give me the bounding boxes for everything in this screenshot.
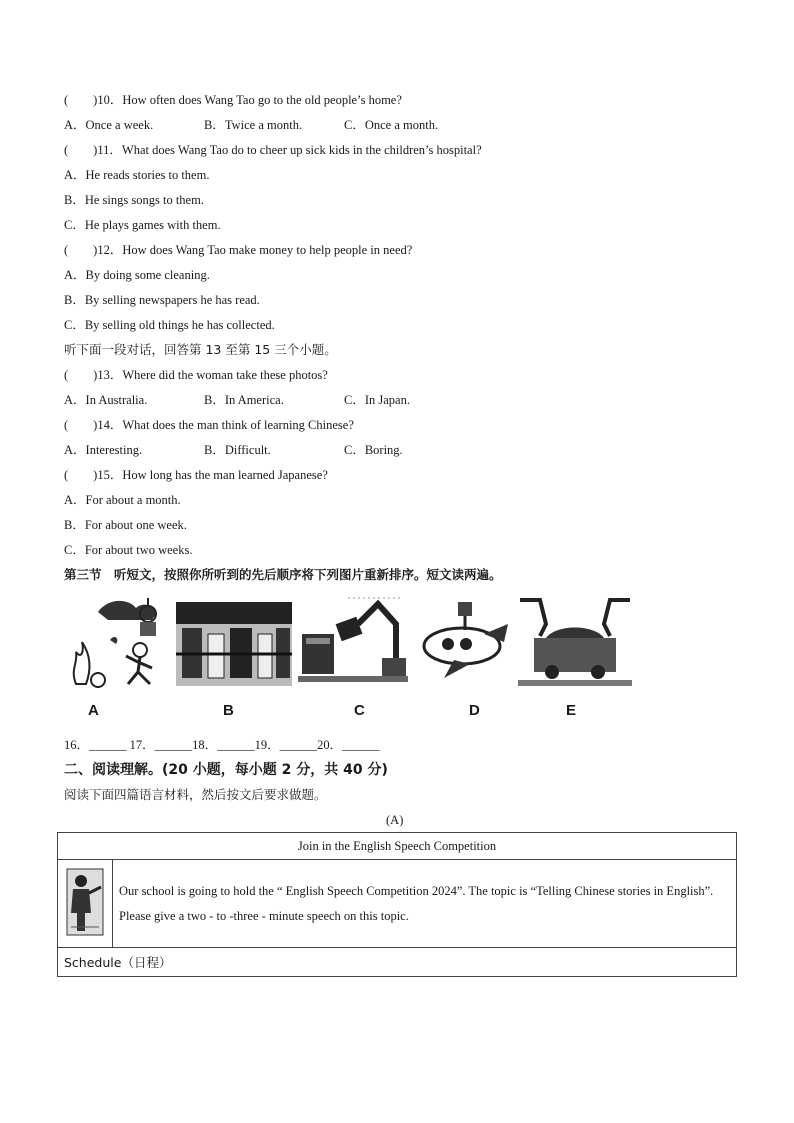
- picture-label: B: [223, 702, 234, 719]
- airplane-picture: [414, 594, 514, 689]
- answer-blanks: 16．______ 17．______18．______19．______20．______: [64, 738, 380, 752]
- question-12-stem: ( )12．How does Wang Tao make money to help people in need?: [64, 243, 413, 257]
- question-14-stem: ( )14．What does the man think of learning Chinese?: [64, 418, 354, 432]
- robot-arm-picture: [298, 594, 408, 689]
- option: C．Boring.: [344, 443, 403, 457]
- picture-label: C: [354, 702, 365, 719]
- table-title: Join in the English Speech Competition: [58, 833, 737, 860]
- question-13-options: [64, 392, 410, 408]
- option: C．He plays games with them.: [64, 218, 221, 232]
- option: A．Once a week.: [64, 118, 154, 132]
- section-3-heading: 第三节 听短文，按照你所听到的先后顺序将下列图片重新排序。短文读两遍。: [64, 567, 502, 582]
- picture-label: A: [88, 702, 99, 719]
- schedule-label: Schedule（日程）: [58, 948, 737, 977]
- question-11-stem: ( )11．What does Wang Tao do to cheer up sick kids in the children’s hospital?: [64, 143, 482, 157]
- picture-label: D: [469, 702, 480, 719]
- factory-picture: [174, 594, 294, 689]
- question-13-stem: ( )13．Where did the woman take these photos?: [64, 368, 328, 382]
- speech-competition-table: [57, 832, 737, 977]
- option: B．For about one week.: [64, 518, 187, 532]
- option: C．By selling old things he has collected.: [64, 318, 275, 332]
- option: A．For about a month.: [64, 493, 181, 507]
- option: A．In Australia.: [64, 393, 148, 407]
- option: C．Once a month.: [344, 118, 439, 132]
- option: B．By selling newspapers he has read.: [64, 293, 260, 307]
- question-10-options: [64, 117, 438, 133]
- speaker-icon: [65, 867, 105, 937]
- option: C．For about two weeks.: [64, 543, 193, 557]
- passage-label: (A): [386, 813, 404, 827]
- question-10-stem: ( )10．How often does Wang Tao go to the old people’s home?: [64, 93, 402, 107]
- option: A．He reads stories to them.: [64, 168, 210, 182]
- question-15-stem: ( )15．How long has the man learned Japanese?: [64, 468, 328, 482]
- picture-row: [64, 594, 634, 728]
- part-2-heading: 二、阅读理解。(20 小题，每小题 2 分，共 40 分): [64, 762, 388, 778]
- option: A．By doing some cleaning.: [64, 268, 210, 282]
- speaker-image-cell: [58, 860, 113, 948]
- question-14-options: [64, 442, 403, 458]
- fire-escape-picture: [68, 594, 168, 689]
- picture-label: E: [566, 702, 577, 719]
- option: B．In America.: [204, 393, 284, 407]
- option: B．Twice a month.: [204, 118, 303, 132]
- dialog-instruction: 听下面一段对话，回答第 13 至第 15 三个小题。: [64, 342, 337, 357]
- option: A．Interesting.: [64, 443, 143, 457]
- competition-description: Our school is going to hold the “ English Speech Competition 2024”. The topic is “Telling Chinese stories in English”. Please give a two - to -three - minute speech on this topic.: [113, 860, 737, 948]
- car-assembly-picture: [516, 594, 634, 689]
- option: C．In Japan.: [344, 393, 410, 407]
- option: B．He sings songs to them.: [64, 193, 204, 207]
- option: B．Difficult.: [204, 443, 271, 457]
- part-2-instruction: 阅读下面四篇语言材料，然后按文后要求做题。: [64, 787, 327, 802]
